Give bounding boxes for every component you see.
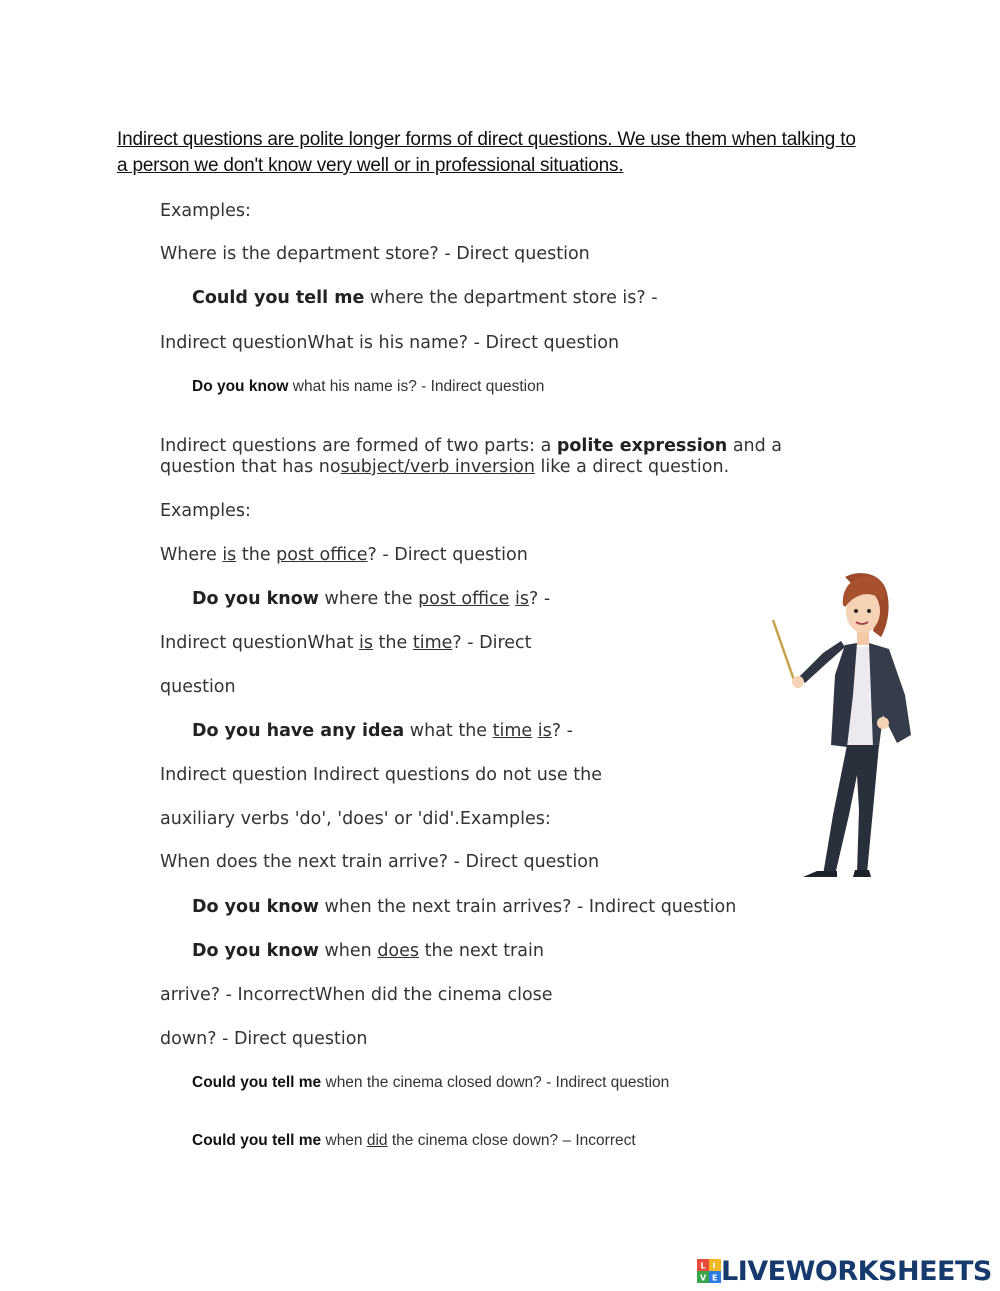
shoe bbox=[803, 871, 837, 877]
polite-expression: polite expression bbox=[556, 436, 728, 456]
example-text: Where bbox=[160, 545, 223, 565]
liveworksheets-logo[interactable] bbox=[697, 1256, 992, 1286]
example-line: Where is the department store? - Direct question bbox=[160, 244, 590, 264]
example-line bbox=[192, 1074, 669, 1092]
underlined-term: did bbox=[366, 1132, 388, 1149]
paragraph-line bbox=[160, 436, 782, 456]
underlined-term: is bbox=[222, 545, 237, 565]
example-text: the cinema close down? – Incorrect bbox=[387, 1132, 636, 1149]
underlined-term: time bbox=[412, 633, 453, 653]
example-line bbox=[160, 633, 532, 653]
example-line: down? - Direct question bbox=[160, 1029, 368, 1049]
polite-expression: Could you tell me bbox=[192, 288, 365, 308]
svg-text:E: E bbox=[712, 1273, 718, 1283]
paragraph-text: like a direct question. bbox=[534, 457, 730, 477]
pointer-stick bbox=[773, 620, 795, 683]
example-line bbox=[192, 897, 736, 917]
logo-text: LIVEWORKSHEETS bbox=[721, 1255, 992, 1287]
polite-expression: Do you know bbox=[192, 941, 319, 961]
example-text: what the bbox=[404, 721, 493, 741]
shoe bbox=[853, 870, 871, 877]
polite-expression: Do you know bbox=[192, 897, 319, 917]
example-text: where the bbox=[318, 589, 419, 609]
examples-label: Examples: bbox=[160, 501, 251, 521]
underlined-term: is bbox=[359, 633, 373, 653]
example-text: the next train bbox=[419, 941, 544, 961]
teacher-illustration bbox=[765, 565, 925, 880]
underlined-term: post office bbox=[276, 545, 368, 565]
polite-expression: Could you tell me bbox=[192, 1074, 322, 1091]
underlined-term: is bbox=[537, 721, 552, 741]
neck bbox=[857, 631, 869, 645]
underlined-term: post office bbox=[418, 589, 510, 609]
eye-icon bbox=[867, 609, 871, 613]
example-line: Indirect questionWhat is his name? - Direct question bbox=[160, 333, 620, 353]
underlined-term: subject/verb inversion bbox=[340, 457, 535, 477]
examples-label: Examples: bbox=[160, 201, 251, 221]
legs bbox=[823, 745, 879, 875]
example-text: Indirect questionWhat bbox=[160, 633, 359, 653]
example-line: auxiliary verbs 'do', 'does' or 'did'.Examples: bbox=[160, 809, 551, 829]
example-text: ? - Direct question bbox=[367, 545, 528, 565]
paragraph-line bbox=[160, 457, 729, 477]
example-text: when the next train arrives? - Indirect question bbox=[318, 897, 737, 917]
underlined-term: does bbox=[377, 941, 420, 961]
polite-expression: Do you know bbox=[192, 378, 289, 395]
eye-icon bbox=[854, 609, 858, 613]
example-text: ? - bbox=[529, 589, 551, 609]
example-text: ? - bbox=[551, 721, 573, 741]
example-line bbox=[192, 721, 573, 741]
example-text: ? - Direct bbox=[452, 633, 532, 653]
underlined-term: time bbox=[492, 721, 533, 741]
example-text: the bbox=[236, 545, 277, 565]
example-line: When does the next train arrive? - Direct question bbox=[160, 852, 600, 872]
example-line bbox=[192, 288, 658, 308]
example-line bbox=[192, 589, 550, 609]
polite-expression: Could you tell me bbox=[192, 1132, 322, 1149]
example-line bbox=[192, 1132, 636, 1150]
example-line bbox=[192, 941, 544, 961]
logo-badge-icon bbox=[697, 1259, 721, 1283]
paragraph-text: and a bbox=[727, 436, 783, 456]
example-line: arrive? - IncorrectWhen did the cinema close bbox=[160, 985, 553, 1005]
hand bbox=[792, 676, 804, 688]
example-text: where the department store is? - bbox=[364, 288, 658, 308]
polite-expression: Do you know bbox=[192, 589, 319, 609]
example-line bbox=[160, 545, 528, 565]
example-line: Indirect question Indirect questions do not use the bbox=[160, 765, 603, 785]
underlined-term: is bbox=[515, 589, 530, 609]
paragraph-text: question that has no bbox=[160, 457, 341, 477]
example-text: when the cinema closed down? - Indirect question bbox=[321, 1074, 670, 1091]
svg-text:V: V bbox=[700, 1273, 707, 1283]
jacket bbox=[869, 643, 911, 747]
example-line: question bbox=[160, 677, 236, 697]
example-text: when bbox=[321, 1132, 367, 1149]
polite-expression: Do you have any idea bbox=[192, 721, 405, 741]
svg-text:I: I bbox=[712, 1261, 716, 1271]
example-text: what his name is? - Indirect question bbox=[288, 378, 545, 395]
example-text: the bbox=[372, 633, 413, 653]
intro-paragraph: Indirect questions are polite longer forms of direct questions. We use them when talking to a person we don't know very well or in professional situations. bbox=[117, 129, 856, 176]
paragraph-text: Indirect questions are formed of two parts: a bbox=[160, 436, 557, 456]
svg-text:L: L bbox=[700, 1261, 706, 1271]
hand bbox=[877, 717, 889, 729]
example-text: when bbox=[318, 941, 378, 961]
example-line bbox=[192, 378, 544, 396]
